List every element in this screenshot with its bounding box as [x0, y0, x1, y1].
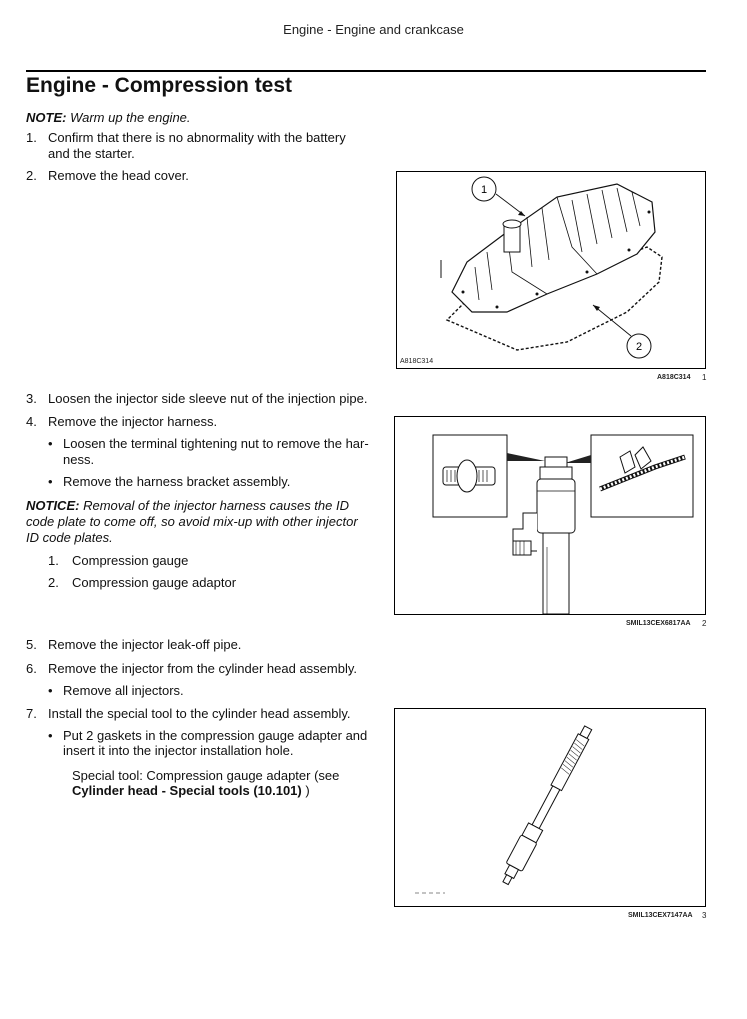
step-5-text: Remove the injector leak-off pipe. [48, 637, 242, 652]
legend-2-number: 2. [48, 575, 59, 590]
figure-1-head-cover [396, 171, 706, 369]
figure-2-injector-harness [394, 416, 706, 615]
bullet-4b-text: Remove the harness bracket assembly. [63, 474, 291, 489]
running-header: Engine - Engine and crankcase [283, 22, 464, 37]
head-cover-illustration [397, 172, 705, 368]
step-7-text: Install the special tool to the cylinder head assembly. [48, 706, 351, 721]
bullet-7-line-2: insert it into the injector installation hole. [63, 743, 294, 758]
special-tool-reference-link[interactable]: Cylinder head - Special tools (10.101) [72, 783, 302, 798]
bullet-6-text: Remove all injectors. [63, 683, 184, 698]
callout-1-label: 1 [480, 184, 488, 196]
special-tool-line-2 [72, 783, 310, 799]
special-tool-tail: ) [301, 783, 310, 798]
figure-1-caption-number: 1 [702, 373, 707, 382]
step-2-number: 2. [26, 168, 37, 183]
figure-3-gauge-adapter [394, 708, 706, 907]
special-tool-line-1: Special tool: Compression gauge adapter (see [72, 768, 340, 783]
injector-harness-illustration [395, 417, 705, 614]
step-1-line-1: Confirm that there is no abnormality with the battery [48, 130, 346, 145]
step-6-number: 6. [26, 661, 37, 676]
step-1-line-2: and the starter. [48, 146, 135, 161]
bullet-4a-line-1: Loosen the terminal tightening nut to remove the har- [63, 436, 369, 451]
figure-3-caption-number: 3 [702, 911, 707, 920]
note-text: Warm up the engine. [70, 110, 191, 125]
step-6-text: Remove the injector from the cylinder head assembly. [48, 661, 358, 676]
bullet-7-line-1: Put 2 gaskets in the compression gauge adapter and [63, 728, 368, 743]
step-5-number: 5. [26, 637, 37, 652]
header-rule [26, 70, 706, 72]
step-4-number: 4. [26, 414, 37, 429]
note [26, 110, 191, 126]
notice-line-2: code plate to come off, so avoid mix-up with other injector [26, 514, 358, 529]
bullet-4b-marker: • [48, 474, 53, 489]
legend-2-text: Compression gauge adaptor [72, 575, 237, 590]
page-title: Engine - Compression test [26, 74, 293, 97]
notice-label: NOTICE: [26, 498, 80, 513]
figure-2-caption-number: 2 [702, 619, 707, 628]
legend-1-number: 1. [48, 553, 59, 568]
step-4-text: Remove the injector harness. [48, 414, 218, 429]
bullet-4a-marker: • [48, 436, 53, 451]
gauge-adapter-illustration [395, 709, 705, 906]
figure-1-caption-code: A818C314 [657, 374, 691, 381]
step-3-text: Loosen the injector side sleeve nut of the injection pipe. [48, 391, 368, 406]
figure-2-caption-code: SMIL13CEX6817AA [626, 620, 691, 627]
step-3-number: 3. [26, 391, 37, 406]
callout-2-label: 2 [635, 341, 643, 353]
notice-line-1 [26, 498, 349, 514]
note-label: NOTE: [26, 110, 67, 125]
bullet-4a-line-2: ness. [63, 452, 95, 467]
step-2-text: Remove the head cover. [48, 168, 189, 183]
bullet-7-marker: • [48, 728, 53, 743]
bullet-6-marker: • [48, 683, 53, 698]
step-1-number: 1. [26, 130, 37, 145]
notice-line-3: ID code plates. [26, 530, 113, 545]
legend-1-text: Compression gauge [72, 553, 189, 568]
notice-text-1: Removal of the injector harness causes the ID [83, 498, 349, 513]
figure-3-caption-code: SMIL13CEX7147AA [628, 912, 693, 919]
step-7-number: 7. [26, 706, 37, 721]
figure-1-inner-code: A818C314 [400, 358, 434, 365]
